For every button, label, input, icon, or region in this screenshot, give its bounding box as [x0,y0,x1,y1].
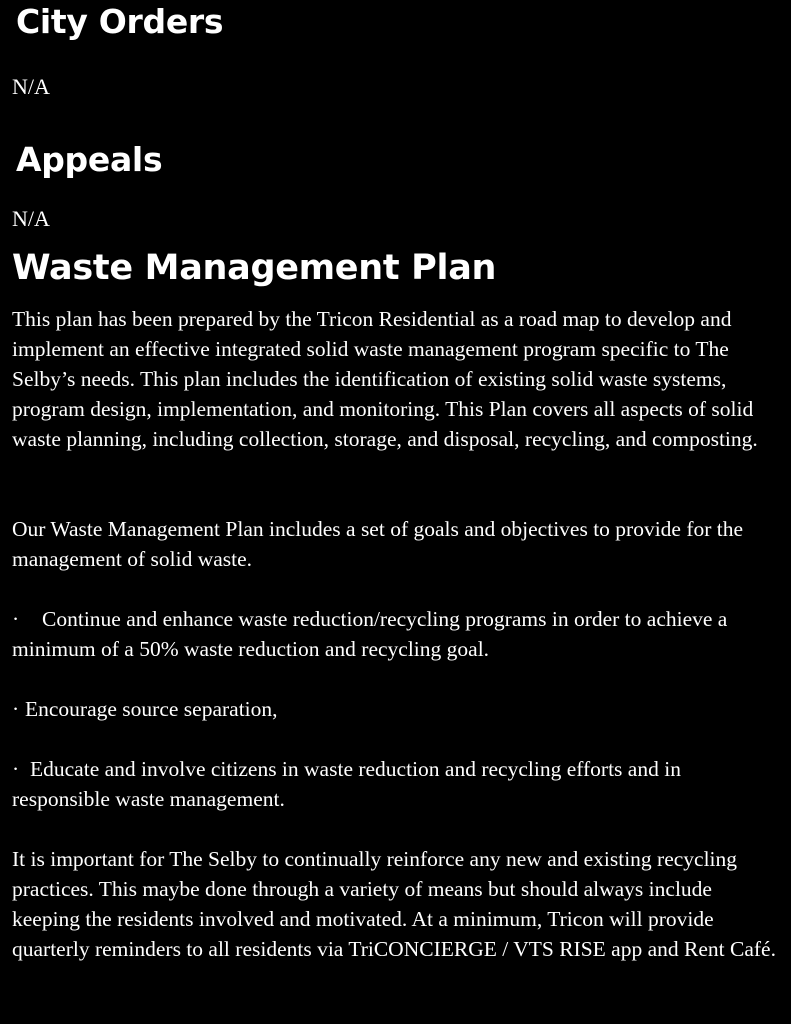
waste-plan-goals-paragraph: Our Waste Management Plan includes a set of goals and objectives to provide for the management of solid waste. [12,517,744,571]
goal-bullet-item [12,754,782,814]
goal-bullet-text: Continue and enhance waste reduction/recycling programs in order to achieve a minimum of a 50% waste reduction and recycling goal. [12,607,728,661]
city-orders-heading: City Orders [16,2,224,41]
waste-management-heading: Waste Management Plan [12,248,497,288]
appeals-value: N/A [12,206,50,231]
waste-plan-intro-paragraph: This plan has been prepared by the Tricon Residential as a road map to develop and implement an effective integrated solid waste management program specific to The Selby’s needs. This plan includes the identification of existing solid waste systems, program design, implementation, and monitoring. This Plan covers all aspects of solid waste planning, including collection, storage, and disposal, recycling, and composting. [12,307,758,451]
bullet-dot-icon: · [12,697,20,721]
waste-plan-reinforcement-paragraph: It is important for The Selby to continually reinforce any new and existing recycling practices. This maybe done through a variety of means but should always include keeping the residents involved and motivated. At a minimum, Tricon will provide quarterly reminders to all residents via TriCONCIERGE / VTS RISE app and Rent Café. [12,847,776,961]
goal-bullet-item [12,604,782,664]
bullet-dot-icon: · [12,757,20,781]
goal-bullet-text: Encourage source separation, [25,697,278,721]
bullet-dot-icon: · [12,607,20,631]
goal-bullet-text: Educate and involve citizens in waste reduction and recycling efforts and in responsible waste management. [12,757,681,811]
goal-bullet-item [12,694,782,724]
city-orders-value: N/A [12,74,50,99]
appeals-heading: Appeals [16,140,163,179]
